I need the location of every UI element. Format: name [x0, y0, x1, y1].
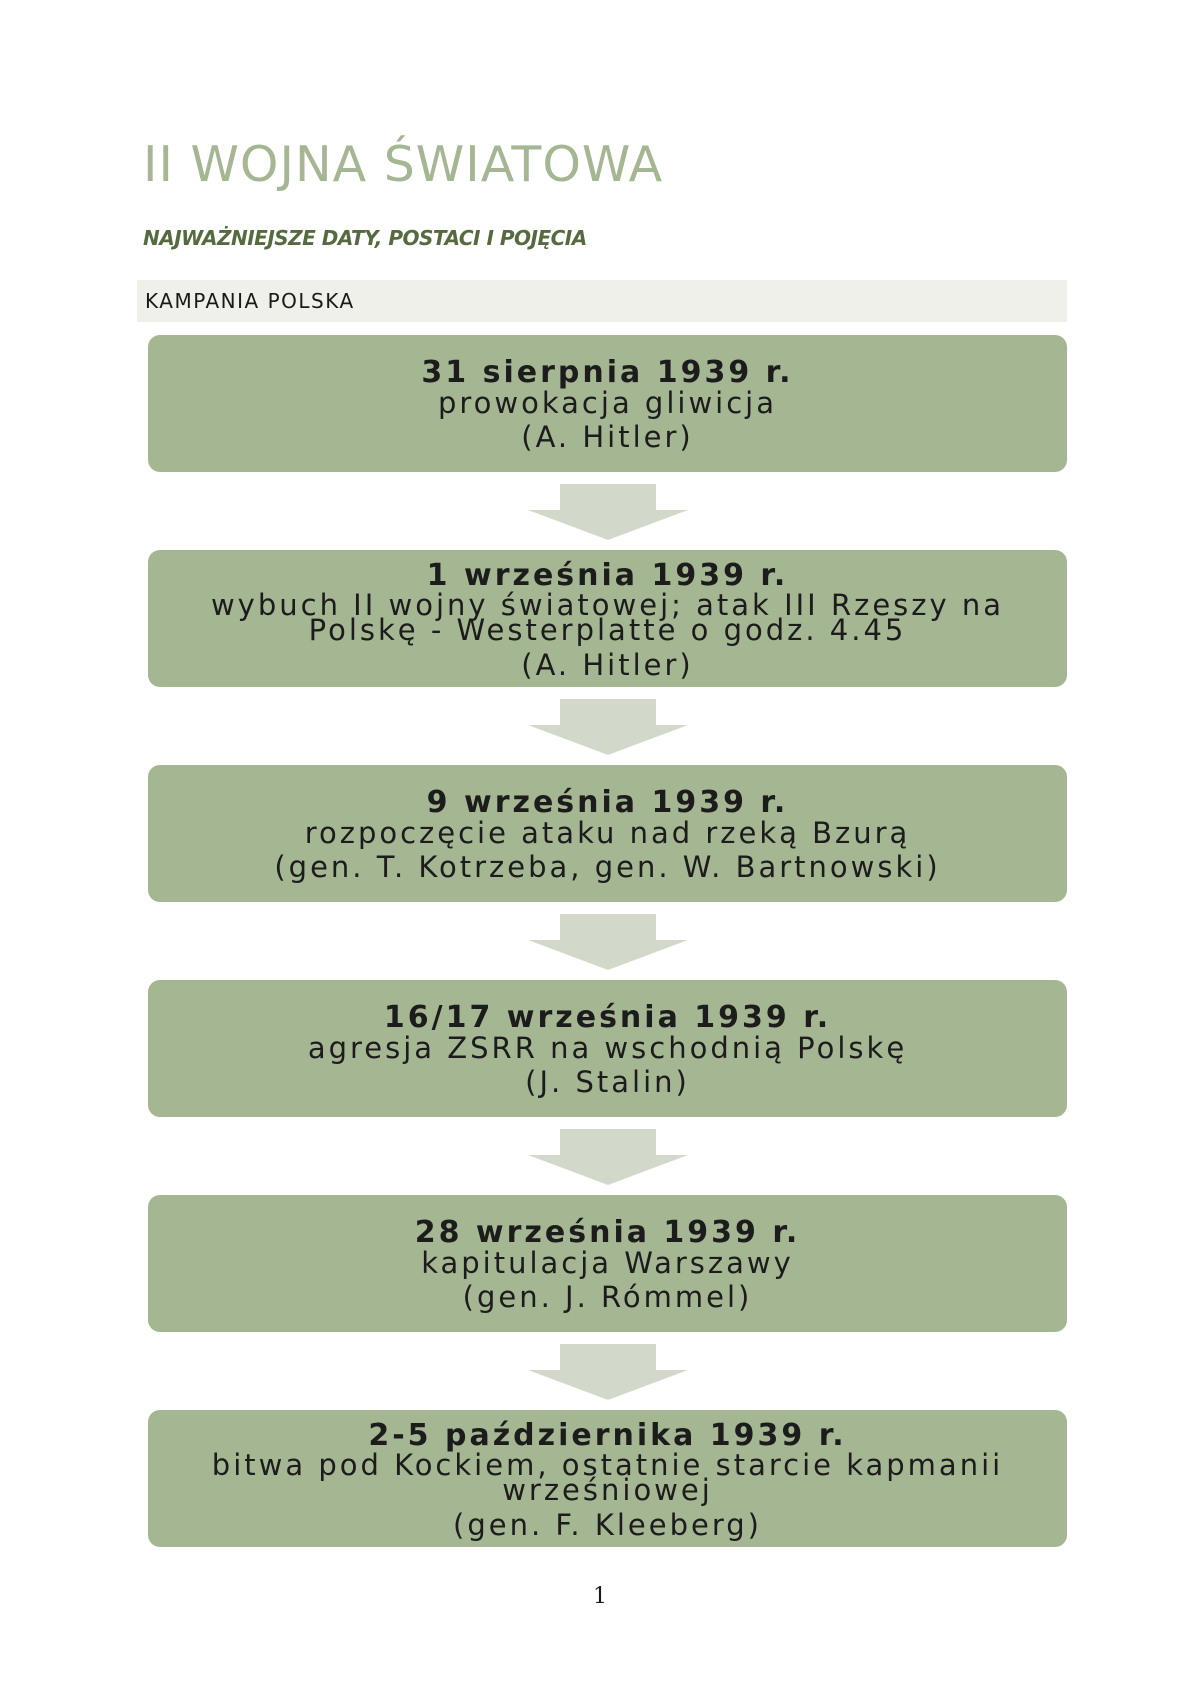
timeline-person: (gen. J. Rómmel) [462, 1280, 753, 1315]
down-arrow-icon [528, 1129, 688, 1185]
page-title: II WOJNA ŚWIATOWA [143, 136, 664, 193]
timeline-person: (J. Stalin) [525, 1065, 690, 1100]
timeline-box-1 [148, 335, 1067, 472]
timeline-description: bitwa pod Kockiem, ostatnie starcie kapmanii wrześniowej [211, 1448, 1004, 1507]
page-number: 1 [593, 1584, 607, 1609]
timeline-date: 9 września 1939 r. [426, 785, 789, 821]
down-arrow-icon [528, 914, 688, 970]
timeline-date: 31 sierpnia 1939 r. [421, 355, 794, 391]
timeline-box-3 [148, 765, 1067, 902]
timeline-box-4 [148, 980, 1067, 1117]
timeline-date: 1 września 1939 r. [426, 557, 789, 593]
timeline-person: (gen. T. Kotrzeba, gen. W. Bartnowski) [274, 850, 941, 885]
timeline-description: kapitulacja Warszawy [421, 1245, 794, 1280]
timeline-description: wybuch II wojny światowej; atak III Rzeszy na Polskę - Westerplatte o godz. 4.45 [210, 588, 1005, 647]
down-arrow-icon [528, 1344, 688, 1400]
timeline-box-5 [148, 1195, 1067, 1332]
timeline-box-2 [148, 550, 1067, 687]
timeline-person: (A. Hitler) [521, 420, 694, 455]
timeline-description: agresja ZSRR na wschodnią Polskę [307, 1030, 908, 1065]
down-arrow-icon [528, 699, 688, 755]
section-header: KAMPANIA POLSKA [137, 280, 1067, 322]
timeline-person: (A. Hitler) [521, 647, 694, 682]
timeline-date: 28 września 1939 r. [414, 1215, 801, 1251]
timeline-description: prowokacja gliwicja [437, 385, 777, 420]
down-arrow-icon [528, 484, 688, 540]
timeline-description: rozpoczęcie ataku nad rzeką Bzurą [304, 815, 911, 850]
timeline-date: 2-5 października 1939 r. [368, 1417, 847, 1453]
timeline-box-6 [148, 1410, 1067, 1547]
page-subtitle: NAJWAŻNIEJSZE DATY, POSTACI I POJĘCIA [143, 226, 587, 250]
timeline-date: 16/17 września 1939 r. [383, 1000, 832, 1036]
timeline-person: (gen. F. Kleeberg) [453, 1507, 762, 1542]
